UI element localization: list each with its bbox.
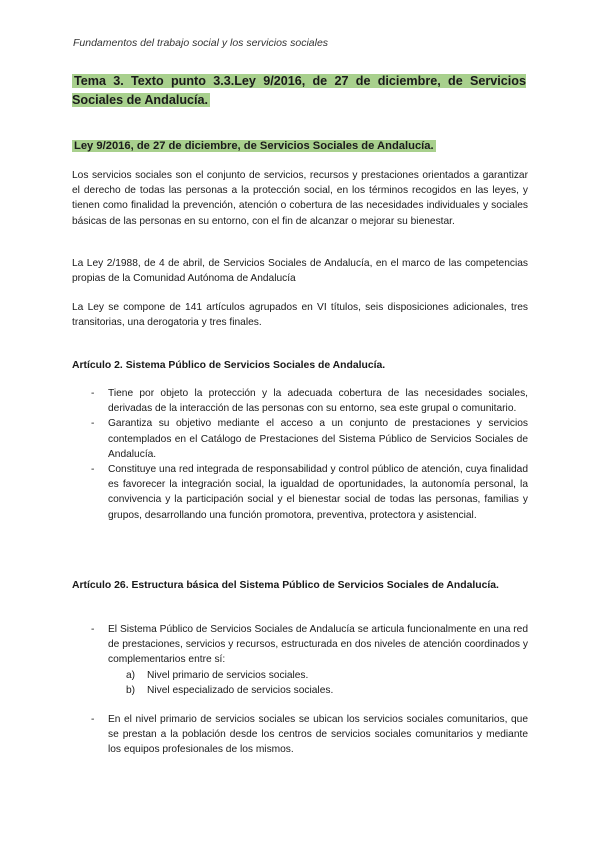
dash-bullet: - <box>91 464 95 476</box>
law-subtitle-text: Ley 9/2016, de 27 de diciembre, de Servicios Sociales de Andalucía. <box>74 140 434 152</box>
list-item-text: Garantiza su objetivo mediante el acceso a un conjunto de prestaciones y servicios contemplados en el Catálogo de Prestaciones del Sistema Público de Servicios Sociales de Andalucía. <box>108 418 528 460</box>
dash-bullet: - <box>91 388 95 399</box>
levels-list <box>108 668 528 698</box>
list-item-text: Constituye una red integrada de responsabilidad y control público de atención, cuya finalidad es favorecer la integración social, la igualdad de oportunidades, la autonomía personal, la convivencia y la participación social y el bienestar social de todas las personas, familias y grupos, desarrollando una función promotora, preventiva, protectora y asistencial. <box>108 464 528 521</box>
list-item-text: En el nivel primario de servicios sociales se ubican los servicios sociales comunitarios, que se prestan a la población desde los centros de servicios sociales comunitarios y mediante los equipos profesionales de los mismos. <box>108 714 528 756</box>
intro-paragraph-structure: La Ley se compone de 141 artículos agrupados en VI títulos, seis disposiciones adicionales, tres transitorias, una derogatoria y tres finales. <box>72 302 528 329</box>
dash-bullet: - <box>91 624 95 635</box>
running-header: Fundamentos del trabajo social y los servicios sociales <box>73 37 329 49</box>
intro-paragraph-previous-law: La Ley 2/1988, de 4 de abril, de Servicios Sociales de Andalucía, en el marco de las competencias propias de la Comunidad Autónoma de Andalucía <box>72 258 528 285</box>
article-26-list-continued <box>72 712 528 758</box>
list-item <box>72 622 528 698</box>
article-26-title: Artículo 26. Estructura básica del Sistema Público de Servicios Sociales de Andalucía. <box>72 580 499 591</box>
article-2-list <box>72 386 528 523</box>
dash-bullet: - <box>91 714 95 725</box>
level-text: Nivel primario de servicios sociales. <box>147 669 309 681</box>
level-marker: b) <box>126 684 136 696</box>
article-26-list <box>72 622 528 698</box>
main-title-text: Tema 3. Texto punto 3.3.Ley 9/2016, de 27 de diciembre, de Servicios Sociales de Andalucía. <box>72 74 526 107</box>
level-text: Nivel especializado de servicios sociales. <box>147 684 334 696</box>
article-2-title: Artículo 2. Sistema Público de Servicios Sociales de Andalucía. <box>72 360 386 371</box>
list-item-text: Tiene por objeto la protección y la adecuada cobertura de las necesidades sociales, derivadas de la interacción de las personas con su entorno, sea este grupal o comunitario. <box>108 388 528 415</box>
intro-paragraph-definition: Los servicios sociales son el conjunto de servicios, recursos y prestaciones orientados a garantizar el derecho de todas las personas a la protección social, en los términos recogidos en las leyes, y tienen como finalidad la prevención, atención o cobertura de las necesidades individuales y sociales básicas de las personas en su entorno, con el fin de alcanzar o mejorar su bienestar. <box>72 170 528 227</box>
level-marker: a) <box>126 669 136 681</box>
list-item <box>72 462 528 523</box>
list-item-text: El Sistema Público de Servicios Sociales de Andalucía se articula funcionalmente en una red de prestaciones, servicios y recursos, estructurada en dos niveles de atención coordinados y complementarios entre sí: <box>108 624 528 666</box>
list-item <box>72 712 528 758</box>
level-item <box>108 683 528 698</box>
law-subtitle <box>72 138 436 154</box>
main-title <box>72 72 526 110</box>
level-item <box>108 668 528 683</box>
list-item <box>72 416 528 462</box>
dash-bullet: - <box>91 418 95 430</box>
list-item <box>72 386 528 416</box>
